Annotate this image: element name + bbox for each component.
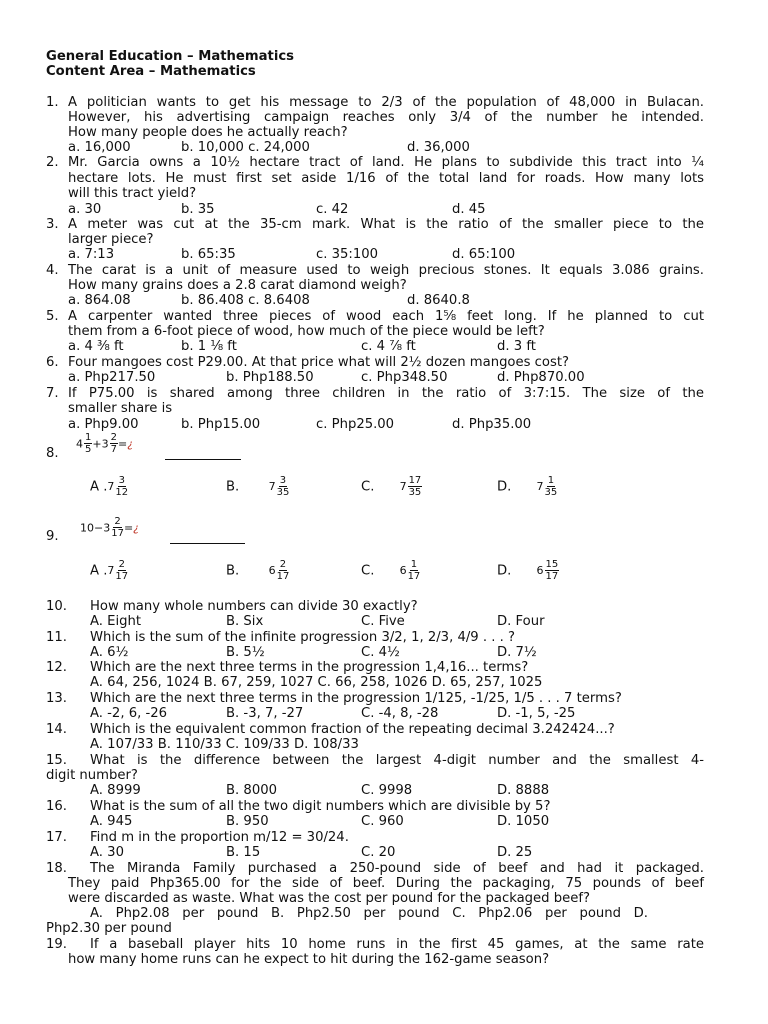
question-number: 8. <box>46 446 59 461</box>
question-text: However, his advertising campaign reaches only 3/4 of the number he intended. <box>68 110 704 125</box>
choice-d: d. 45 <box>452 202 486 217</box>
expr-numerator: 1 <box>85 432 92 443</box>
choice-a <box>90 475 128 498</box>
choice-b: b. 1 ⅛ ft <box>181 339 237 354</box>
choice-b: B. 5½ <box>226 645 265 660</box>
choice-a: a. Php217.50 <box>68 370 156 385</box>
question-number: 11. <box>46 630 67 645</box>
question-number: 17. <box>46 830 67 845</box>
question-number: 1. <box>46 95 59 110</box>
question-number: 10. <box>46 599 67 614</box>
choice-b: b. Php188.50 <box>226 370 314 385</box>
choice-a: A. -2, 6, -26 <box>90 706 168 721</box>
choice-bc: b. 10,000 c. 24,000 <box>181 140 310 155</box>
choice-label: D. <box>497 479 512 495</box>
choice-d: D. 8888 <box>497 783 550 798</box>
choice-c: c. 42 <box>316 202 349 217</box>
choice-label: C. <box>361 479 375 495</box>
question-text: They paid Php365.00 for the side of beef. During the packaging, 75 pounds of beef <box>68 876 704 891</box>
question-number: 5. <box>46 309 59 324</box>
choice-whole: 7 <box>536 479 544 493</box>
question-text: A meter was cut at the 35-cm mark. What is the ratio of the smaller piece to the <box>68 217 704 232</box>
expr-denominator: 7 <box>110 444 117 455</box>
choice-denominator: 17 <box>115 571 129 582</box>
choice-c <box>361 475 422 498</box>
question-number: 7. <box>46 386 59 401</box>
choice-d-continued: Php2.30 per pound <box>46 921 172 936</box>
choice-c: C. 20 <box>361 845 396 860</box>
choice-label: D. <box>497 563 512 579</box>
choice-c: c. Php25.00 <box>316 417 395 432</box>
expr-operator: +3 <box>92 437 109 451</box>
choice-d: d. 65:100 <box>452 247 516 262</box>
choice-b: B. 950 <box>226 814 269 829</box>
question-text: hectare lots. He must first set aside 1/16 of the total land for roads. How many lots <box>68 171 704 186</box>
choice-a: A. 30 <box>90 845 124 860</box>
question-number: 14. <box>46 722 67 737</box>
question-text: Which is the sum of the infinite progression 3/2, 1, 2/3, 4/9 . . . ? <box>90 630 516 645</box>
choice-whole: 6 <box>268 563 276 577</box>
choice-label: A . <box>90 479 108 495</box>
question-number: 12. <box>46 660 67 675</box>
header-title: General Education – Mathematics <box>46 49 295 64</box>
choice-b: B. 15 <box>226 845 261 860</box>
choice-c: c. 4 ⅞ ft <box>361 339 416 354</box>
question-text: how many home runs can he expect to hit during the 162-game season? <box>68 952 550 967</box>
question-number: 4. <box>46 263 59 278</box>
choice-c: C. 960 <box>361 814 404 829</box>
choice-d: d. Php35.00 <box>452 417 532 432</box>
choice-numerator: 15 <box>545 559 559 570</box>
expr-equals: = <box>117 437 128 451</box>
choice-d: d. 3 ft <box>497 339 536 354</box>
question-number: 3. <box>46 217 59 232</box>
expr-whole: 10−3 <box>80 521 111 535</box>
choice-denominator: 35 <box>276 487 290 498</box>
question-text: Which are the next three terms in the progression 1,4,16... terms? <box>90 660 529 675</box>
choice-denominator: 17 <box>407 571 421 582</box>
choice-d: d. 36,000 <box>407 140 470 155</box>
choice-c: c. 35:100 <box>316 247 379 262</box>
choice-a: a. 16,000 <box>68 140 131 155</box>
choice-a <box>90 559 128 582</box>
choice-denominator: 17 <box>276 571 290 582</box>
expr-numerator: 2 <box>114 516 121 527</box>
choice-label: C. <box>361 563 375 579</box>
question-text: The carat is a unit of measure used to weigh precious stones. It equals 3.086 grains. <box>68 263 704 278</box>
choice-whole: 7 <box>107 479 115 493</box>
choice-numerator: 1 <box>410 559 418 570</box>
question-text: How many grains does a 2.8 carat diamond weigh? <box>68 278 407 293</box>
question-text: Mr. Garcia owns a 10½ hectare tract of land. He plans to subdivide this tract into ¼ <box>68 155 704 170</box>
choice-d: d. 8640.8 <box>407 293 470 308</box>
choice-b: b. Php15.00 <box>181 417 261 432</box>
choice-b: b. 65:35 <box>181 247 236 262</box>
choice-label: A . <box>90 563 108 579</box>
question-text: Which are the next three terms in the progression 1/125, -1/25, 1/5 . . . 7 terms? <box>90 691 622 706</box>
choice-a: a. 864.08 <box>68 293 131 308</box>
choice-b <box>226 475 289 498</box>
question-number: 2. <box>46 155 59 170</box>
question-number: 6. <box>46 355 59 370</box>
question-text: digit number? <box>46 768 138 783</box>
choice-whole: 6 <box>399 563 407 577</box>
choice-whole: 6 <box>536 563 544 577</box>
choice-numerator: 3 <box>118 475 125 486</box>
choice-d: D. Four <box>497 614 545 629</box>
choice-whole: 7 <box>399 479 407 493</box>
choice-d <box>497 559 559 582</box>
choice-numerator: 3 <box>279 475 287 486</box>
question-number: 9. <box>46 529 59 544</box>
choice-c: C. Five <box>361 614 405 629</box>
question-number: 18. <box>46 861 67 876</box>
question-text: smaller share is <box>68 401 173 416</box>
choice-a: a. 30 <box>68 202 102 217</box>
question-text: What is the difference between the largest 4-digit number and the smallest 4- <box>90 753 704 768</box>
choices-row: A. 107/33 B. 110/33 C. 109/33 D. 108/33 <box>90 737 359 752</box>
choice-b: B. Six <box>226 614 264 629</box>
choice-whole: 7 <box>268 479 276 493</box>
question-text: A politician wants to get his message to 2/3 of the population of 48,000 in Bulacan. <box>68 95 704 110</box>
choice-a: A. 6½ <box>90 645 129 660</box>
choices-row: A. Php2.08 per pound B. Php2.50 per pound C. Php2.06 per pound D. <box>90 906 648 921</box>
choice-a: A. Eight <box>90 614 142 629</box>
choice-label: B. <box>226 563 240 579</box>
choice-denominator: 35 <box>408 487 422 498</box>
question-text: them from a 6-foot piece of wood, how much of the piece would be left? <box>68 324 545 339</box>
choice-b: B. -3, 7, -27 <box>226 706 304 721</box>
question-text: The Miranda Family purchased a 250-pound side of beef and had it packaged. <box>90 861 704 876</box>
answer-blank <box>170 543 245 544</box>
choice-d: d. Php870.00 <box>497 370 585 385</box>
question-number: 15. <box>46 753 67 768</box>
choice-b <box>226 559 289 582</box>
expr-equals: = <box>123 521 134 535</box>
expr-numerator: 2 <box>110 432 117 443</box>
choice-label: B. <box>226 479 240 495</box>
question-text: Find m in the proportion m/12 = 30/24. <box>90 830 349 845</box>
question-number: 19. <box>46 937 67 952</box>
choice-b: b. 35 <box>181 202 215 217</box>
choice-a: a. Php9.00 <box>68 417 139 432</box>
question-text: What is the sum of all the two digit numbers which are divisible by 5? <box>90 799 551 814</box>
choice-numerator: 1 <box>547 475 555 486</box>
choice-a: a. 7:13 <box>68 247 115 262</box>
expr-result: ¿ <box>127 437 134 451</box>
question-text: were discarded as waste. What was the cost per pound for the packaged beef? <box>68 891 590 906</box>
choice-denominator: 12 <box>115 487 129 498</box>
question-text: Which is the equivalent common fraction of the repeating decimal 3.242424...? <box>90 722 615 737</box>
choice-d: D. -1, 5, -25 <box>497 706 576 721</box>
question-text: Four mangoes cost P29.00. At that price what will 2½ dozen mangoes cost? <box>68 355 570 370</box>
choice-c: C. 9998 <box>361 783 413 798</box>
question-text: If P75.00 is shared among three children in the ratio of 3:7:15. The size of the <box>68 386 704 401</box>
choice-d: D. 25 <box>497 845 533 860</box>
question-text: larger piece? <box>68 232 154 247</box>
choice-d: D. 7½ <box>497 645 537 660</box>
expr-whole: 4 <box>76 437 83 451</box>
answer-blank <box>165 459 241 460</box>
choice-a: a. 4 ⅜ ft <box>68 339 124 354</box>
choice-d <box>497 475 557 498</box>
choice-denominator: 35 <box>544 487 558 498</box>
question-text: How many people does he actually reach? <box>68 125 348 140</box>
question-number: 16. <box>46 799 67 814</box>
expr-denominator: 17 <box>111 528 124 539</box>
question-text: If a baseball player hits 10 home runs in the first 45 games, at the same rate <box>90 937 704 952</box>
math-expression <box>76 432 133 455</box>
expr-denominator: 5 <box>85 444 92 455</box>
choice-numerator: 17 <box>408 475 422 486</box>
choice-d: D. 1050 <box>497 814 550 829</box>
header-subtitle: Content Area – Mathematics <box>46 64 256 79</box>
math-expression <box>80 516 139 539</box>
choice-denominator: 17 <box>545 571 559 582</box>
choice-whole: 7 <box>107 563 115 577</box>
choice-b: B. 8000 <box>226 783 277 798</box>
choice-c: C. 4½ <box>361 645 400 660</box>
question-text: How many whole numbers can divide 30 exactly? <box>90 599 418 614</box>
choice-bc: b. 86.408 c. 8.6408 <box>181 293 310 308</box>
choice-c <box>361 559 420 582</box>
choice-a: A. 945 <box>90 814 133 829</box>
choice-numerator: 2 <box>279 559 287 570</box>
choice-a: A. 8999 <box>90 783 141 798</box>
question-number: 13. <box>46 691 67 706</box>
choice-c: c. Php348.50 <box>361 370 448 385</box>
expr-result: ¿ <box>133 521 140 535</box>
choices-row: A. 64, 256, 1024 B. 67, 259, 1027 C. 66, 258, 1026 D. 65, 257, 1025 <box>90 675 543 690</box>
question-text: A carpenter wanted three pieces of wood each 1⅝ feet long. If he planned to cut <box>68 309 704 324</box>
choice-c: C. -4, 8, -28 <box>361 706 439 721</box>
question-text: will this tract yield? <box>68 186 197 201</box>
choice-numerator: 2 <box>118 559 125 570</box>
